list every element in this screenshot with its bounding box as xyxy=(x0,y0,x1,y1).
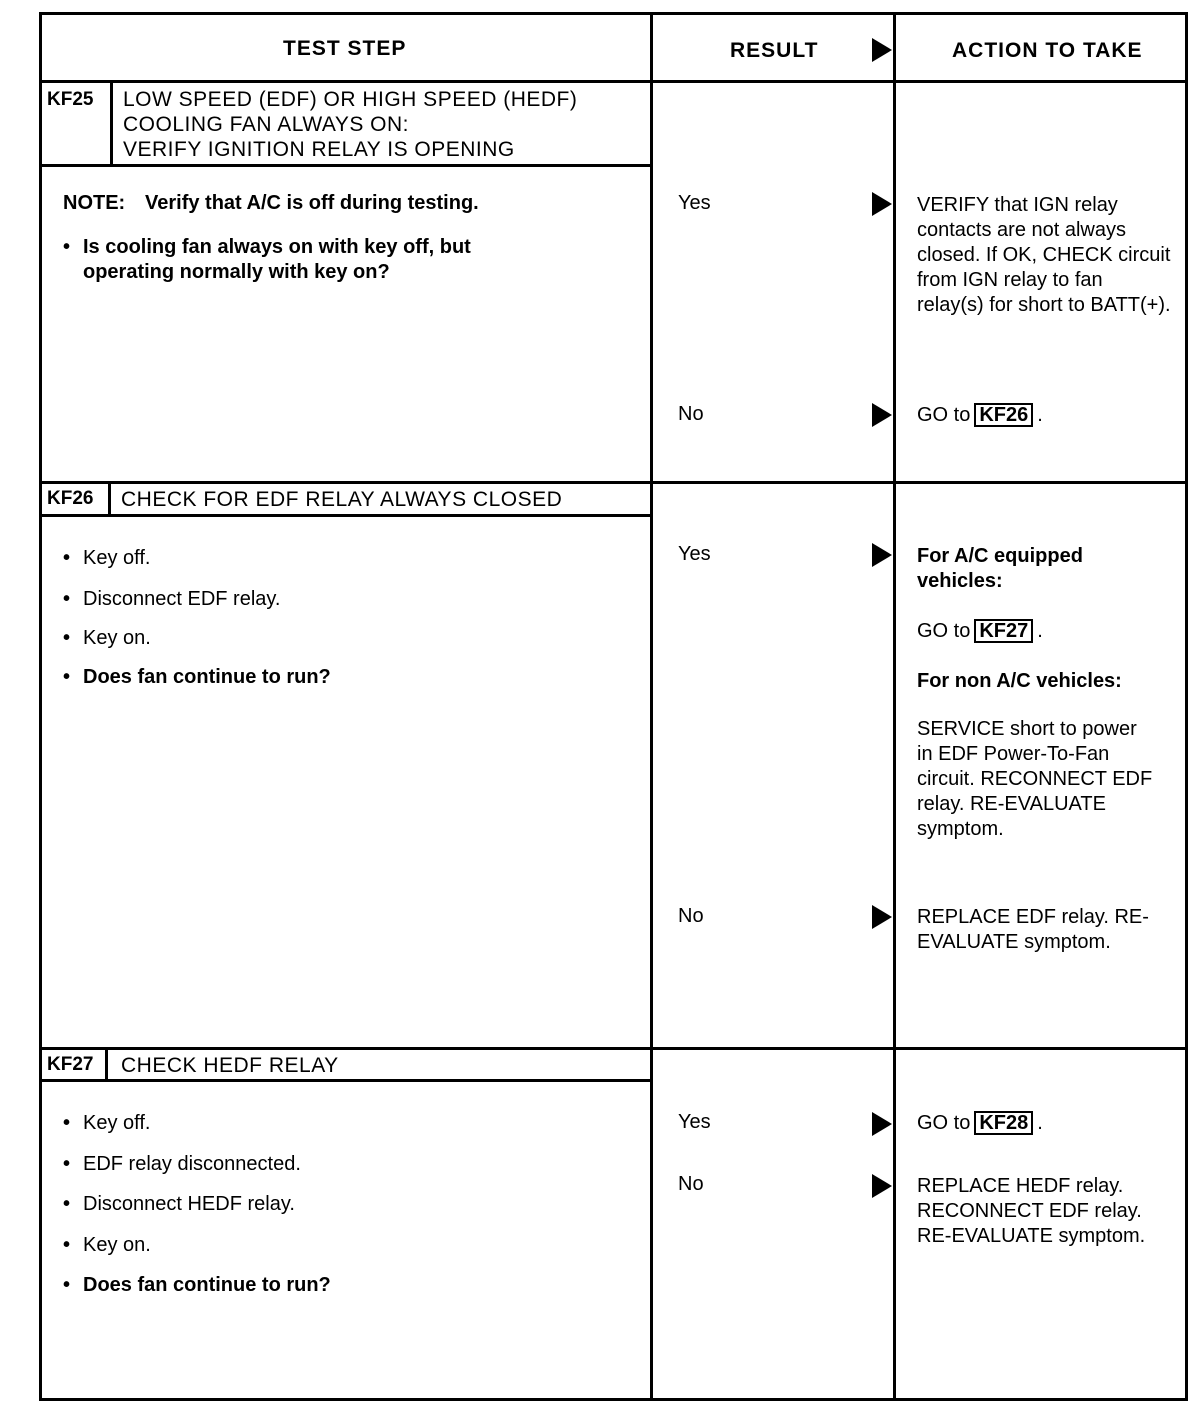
go-to-text: GO to xyxy=(917,404,971,426)
kf25-step-id: KF25 xyxy=(47,89,94,110)
kf27-title: CHECK HEDF RELAY xyxy=(121,1054,339,1077)
column-divider-result xyxy=(650,12,653,1401)
list-item: • Does fan continue to run? xyxy=(61,665,621,690)
kf26-title-divider xyxy=(39,514,653,517)
kf25-note-text: Verify that A/C is off during testing. xyxy=(145,192,479,214)
kf26-checklist xyxy=(61,546,621,690)
kf25-checklist xyxy=(61,235,561,285)
header-test-step: TEST STEP xyxy=(283,37,407,60)
kf25-result-no: No xyxy=(678,403,704,425)
kf25-action-yes: VERIFY that IGN relay contacts are not always closed. If OK, CHECK circuit from IGN relay to fan relay(s) for short to BATT(+). xyxy=(917,194,1171,316)
go-to-text: GO to xyxy=(917,1112,971,1134)
kf27-result-no: No xyxy=(678,1173,704,1195)
list-item: • Key off. xyxy=(61,1111,621,1136)
kf27-step-id: KF27 xyxy=(47,1054,94,1075)
header-result-arrow-icon xyxy=(872,38,892,62)
list-item: • Key off. xyxy=(61,546,621,571)
list-item: • Disconnect HEDF relay. xyxy=(61,1192,621,1217)
kf26-id-divider xyxy=(108,481,111,516)
kf26-result-no: No xyxy=(678,905,704,927)
kf26-no-arrow-icon xyxy=(872,905,892,929)
period-text: . xyxy=(1037,404,1043,426)
kf27-top-divider xyxy=(39,1047,1188,1050)
kf25-note-label: NOTE: xyxy=(63,192,126,214)
kf25-id-divider xyxy=(110,80,113,166)
kf26-step-id: KF26 xyxy=(47,488,94,509)
kf25-yes-arrow-icon xyxy=(872,192,892,216)
kf26-action-yes-3: For non A/C vehicles: xyxy=(917,670,1122,692)
list-item: • Key on. xyxy=(61,626,621,651)
kf27-checklist xyxy=(61,1111,621,1298)
kf25-title-line-3: VERIFY IGNITION RELAY IS OPENING xyxy=(123,138,515,161)
header-divider xyxy=(39,80,1188,83)
kf25-title-line-2: COOLING FAN ALWAYS ON: xyxy=(123,113,409,136)
kf27-action-yes xyxy=(917,1111,1043,1136)
period-text: . xyxy=(1037,620,1043,642)
kf25-action-no xyxy=(917,403,1043,428)
kf26-top-divider xyxy=(39,481,1188,484)
kf27-id-divider xyxy=(105,1047,108,1082)
list-item: • Key on. xyxy=(61,1233,621,1258)
kf26-yes-arrow-icon xyxy=(872,543,892,567)
kf27-no-arrow-icon xyxy=(872,1174,892,1198)
kf26-action-yes-2 xyxy=(917,619,1043,644)
kf25-no-arrow-icon xyxy=(872,403,892,427)
header-action: ACTION TO TAKE xyxy=(952,39,1143,62)
list-item: • EDF relay disconnected. xyxy=(61,1152,621,1177)
kf26-action-yes-1: For A/C equipped vehicles: xyxy=(917,545,1083,592)
kf26-title: CHECK FOR EDF RELAY ALWAYS CLOSED xyxy=(121,488,563,511)
period-text: . xyxy=(1037,1112,1043,1134)
kf27-title-divider xyxy=(39,1079,653,1082)
step-ref-kf26: KF26 xyxy=(974,403,1033,427)
list-item: • Does fan continue to run? xyxy=(61,1273,621,1298)
column-divider-action xyxy=(893,12,896,1401)
step-ref-kf27: KF27 xyxy=(974,619,1033,643)
kf27-yes-arrow-icon xyxy=(872,1112,892,1136)
go-to-text: GO to xyxy=(917,620,971,642)
kf27-result-yes: Yes xyxy=(678,1111,711,1133)
kf26-action-yes-4: SERVICE short to power in EDF Power-To-Fan circuit. RECONNECT EDF relay. RE-EVALUATE symptom. xyxy=(917,718,1153,840)
kf26-action-no: REPLACE EDF relay. RE-EVALUATE symptom. xyxy=(917,906,1149,953)
header-result: RESULT xyxy=(730,39,819,62)
list-item: • Disconnect EDF relay. xyxy=(61,587,621,612)
kf26-result-yes: Yes xyxy=(678,543,711,565)
kf25-result-yes: Yes xyxy=(678,192,711,214)
list-item: • Is cooling fan always on with key off, but operating normally with key on? xyxy=(61,235,561,285)
kf25-title-divider xyxy=(39,164,653,167)
kf27-action-no: REPLACE HEDF relay. RECONNECT EDF relay. RE-EVALUATE symptom. xyxy=(917,1175,1146,1247)
kf25-title-line-1: LOW SPEED (EDF) OR HIGH SPEED (HEDF) xyxy=(123,88,578,111)
step-ref-kf28: KF28 xyxy=(974,1111,1033,1135)
